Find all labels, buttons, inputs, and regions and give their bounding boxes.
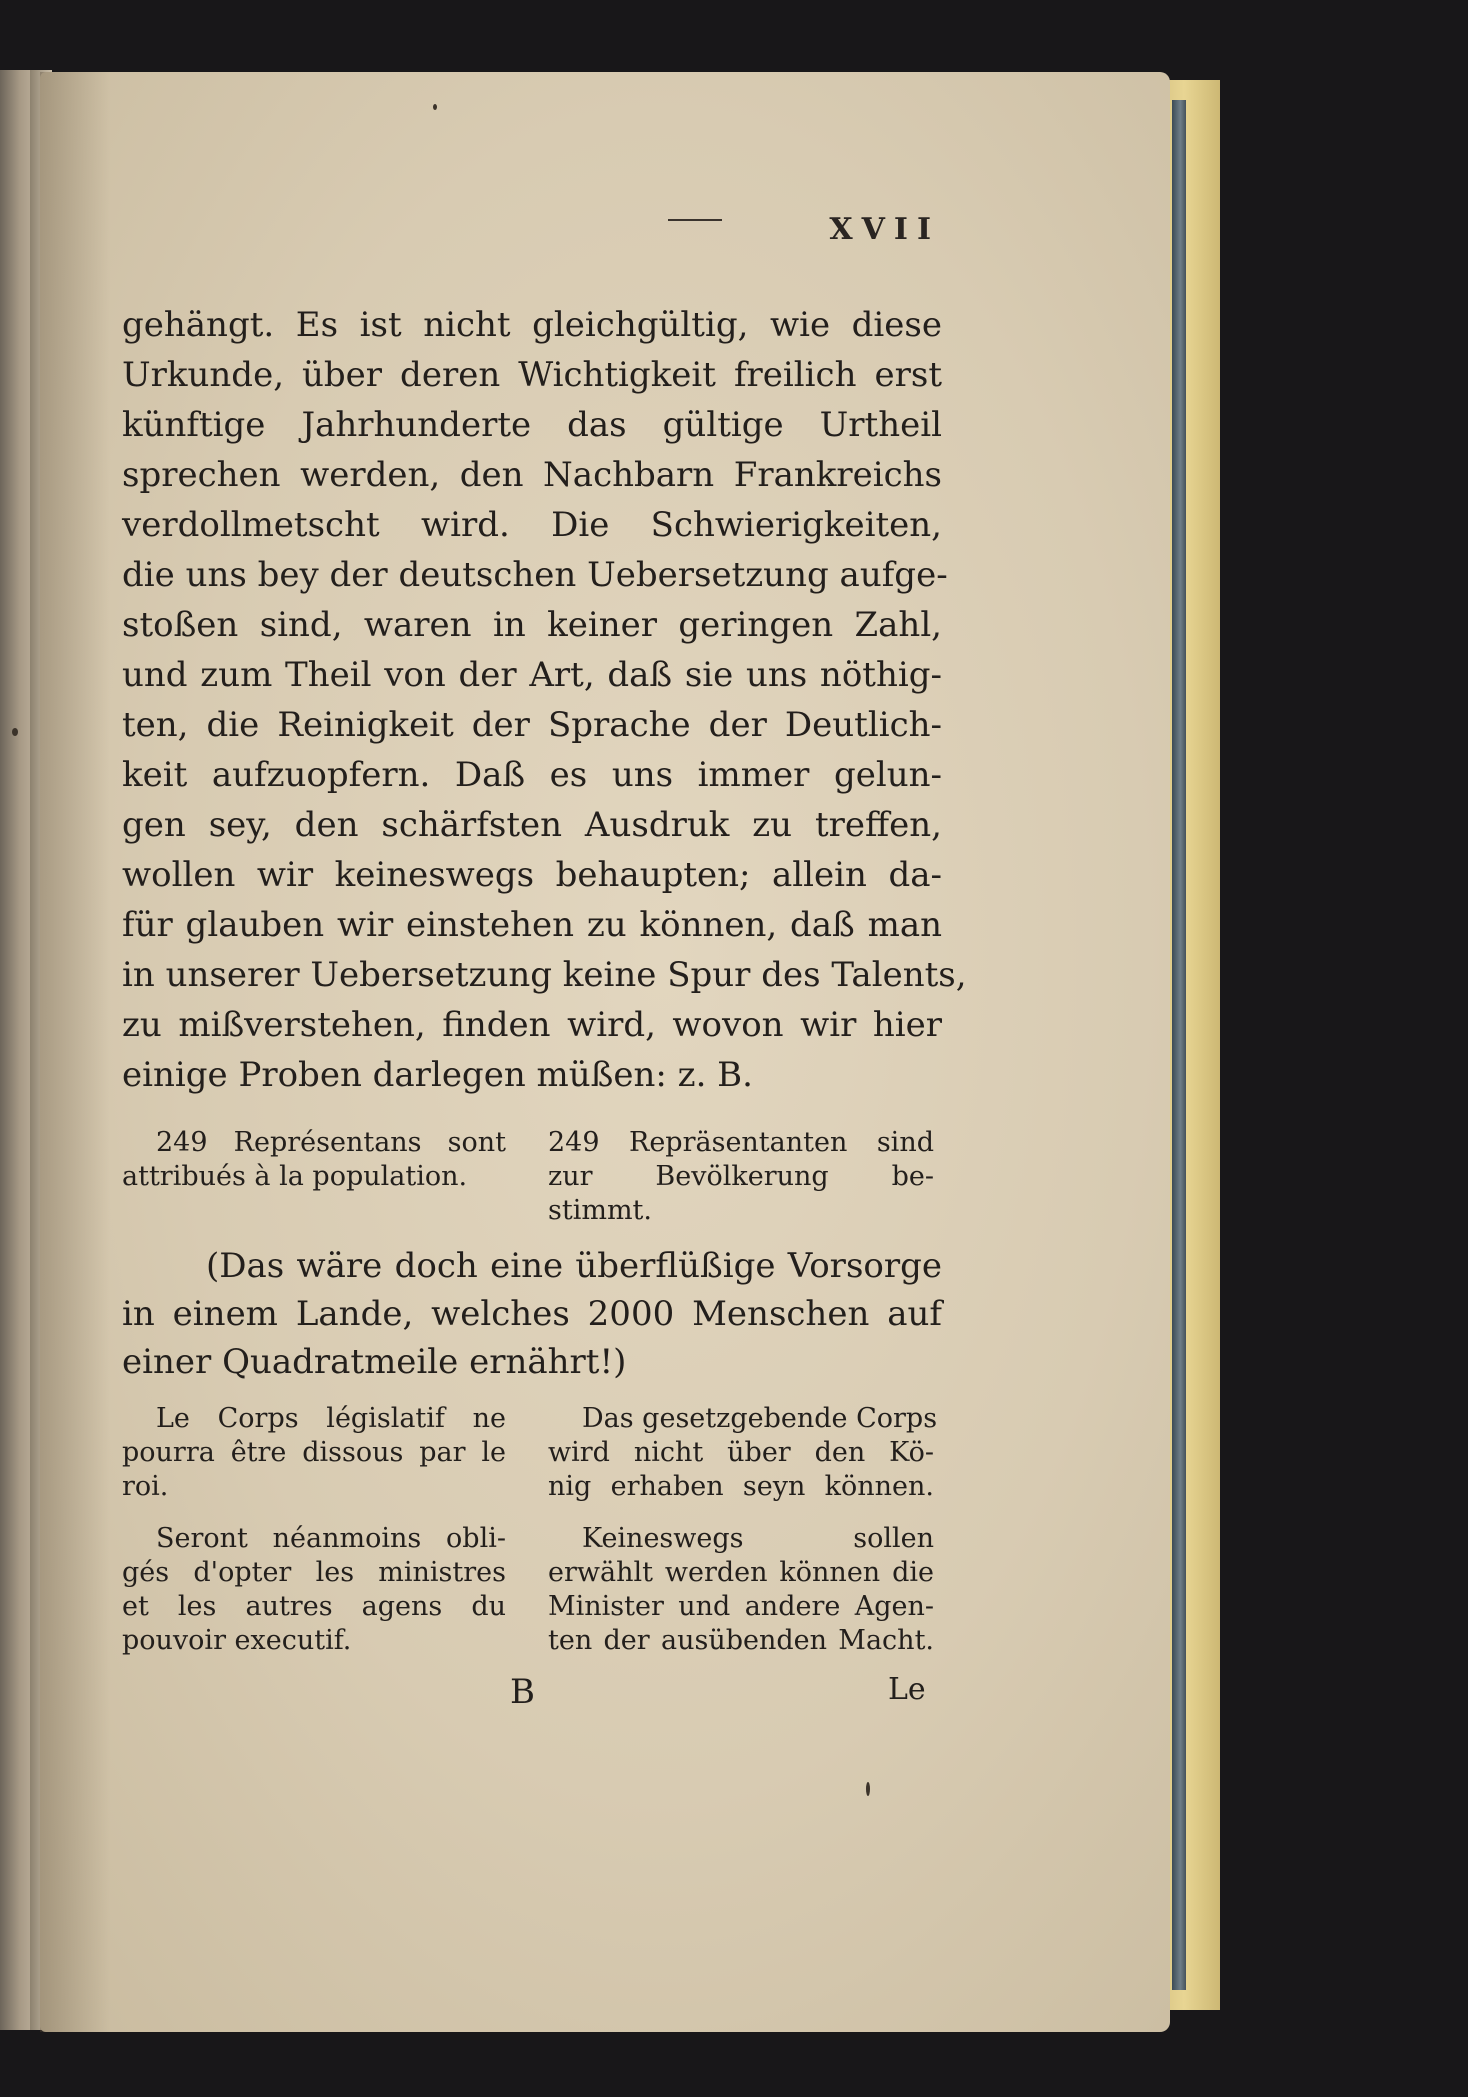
book-spine-strip <box>1172 100 1186 1990</box>
text-line: die uns bey der deutschen Uebersetzung aufge- <box>122 555 948 595</box>
french-line: pourra être dissous par le <box>122 1437 506 1468</box>
french-line: attribués à la population. <box>122 1161 468 1192</box>
german-line: Keineswegs sollen <box>582 1523 934 1554</box>
text-line: stoßen sind, waren in keiner geringen Zahl, <box>122 605 942 645</box>
french-line: roi. <box>122 1471 169 1502</box>
text-line: gehängt. Es ist nicht gleichgültig, wie diese <box>122 305 942 345</box>
text-line: Urkunde, über deren Wichtigkeit freilich erst <box>122 355 942 395</box>
text-line: für glauben wir einstehen zu können, daß man <box>122 905 942 945</box>
text-line: einer Quadratmeile ernährt!) <box>122 1342 627 1382</box>
german-line: stimmt. <box>548 1195 652 1226</box>
text-line: (Das wäre doch eine überflüßige Vorsorge <box>206 1246 942 1286</box>
text-line: verdollmetscht wird. Die Schwierigkeiten, <box>122 505 942 545</box>
german-line: Minister und andere Agen- <box>548 1591 934 1622</box>
running-head-rule <box>668 219 722 221</box>
text-line: und zum Theil von der Art, daß sie uns nöthig- <box>122 655 942 695</box>
example-1-german <box>548 1126 934 1228</box>
example-2-french <box>122 1402 506 1504</box>
german-line: nig erhaben seyn können. <box>548 1471 934 1502</box>
text-line: gen sey, den schärfsten Ausdruk zu treffen, <box>122 805 942 845</box>
text-line: wollen wir keineswegs behaupten; allein da- <box>122 855 942 895</box>
text-line: zu mißverstehen, finden wird, wovon wir hier <box>122 1005 942 1045</box>
example-1-french <box>122 1126 506 1194</box>
paper-speck <box>433 104 437 110</box>
german-line: erwählt werden können die <box>548 1557 934 1588</box>
example-2-german <box>548 1402 938 1504</box>
german-line: wird nicht über den Kö- <box>548 1437 934 1468</box>
text-line: ten, die Reinigkeit der Sprache der Deutlich- <box>122 705 942 745</box>
french-line: gés d'opter les ministres <box>122 1557 506 1588</box>
paragraph-1 <box>122 300 967 1100</box>
german-line: ten der ausübenden Macht. <box>548 1625 934 1656</box>
text-line: in unserer Uebersetzung keine Spur des Talents, <box>122 955 967 995</box>
german-line: zur Bevölkerung be- <box>548 1161 934 1192</box>
text-line: künftige Jahrhunderte das gültige Urtheil <box>122 405 942 445</box>
text-line: keit aufzuopfern. Daß es uns immer gelun- <box>122 755 942 795</box>
french-line: 249 Représentans sont <box>156 1127 506 1158</box>
page-gutter-shadow <box>40 72 110 2032</box>
example-3-german <box>548 1522 934 1658</box>
french-line: pouvoir executif. <box>122 1625 352 1656</box>
text-line: sprechen werden, den Nachbarn Frankreichs <box>122 455 942 495</box>
paper-speck <box>12 728 18 736</box>
french-line: Le Corps législatif ne <box>156 1403 506 1434</box>
paragraph-2 <box>122 1242 942 1386</box>
catchword: Le <box>888 1672 926 1707</box>
text-line: in einem Lande, welches 2000 Menschen auf <box>122 1294 942 1334</box>
german-line: 249 Repräsentanten sind <box>548 1127 934 1158</box>
example-3-french <box>122 1522 506 1658</box>
french-line: et les autres agens du <box>122 1591 506 1622</box>
signature-mark: B <box>510 1672 535 1712</box>
paper-speck <box>866 1782 870 1796</box>
running-head: XVII <box>829 212 940 247</box>
text-line: einige Proben darlegen müßen: z. B. <box>122 1055 753 1095</box>
french-line: Seront néanmoins obli- <box>156 1523 506 1554</box>
german-line: Das gesetzgebende Corps <box>582 1403 938 1434</box>
